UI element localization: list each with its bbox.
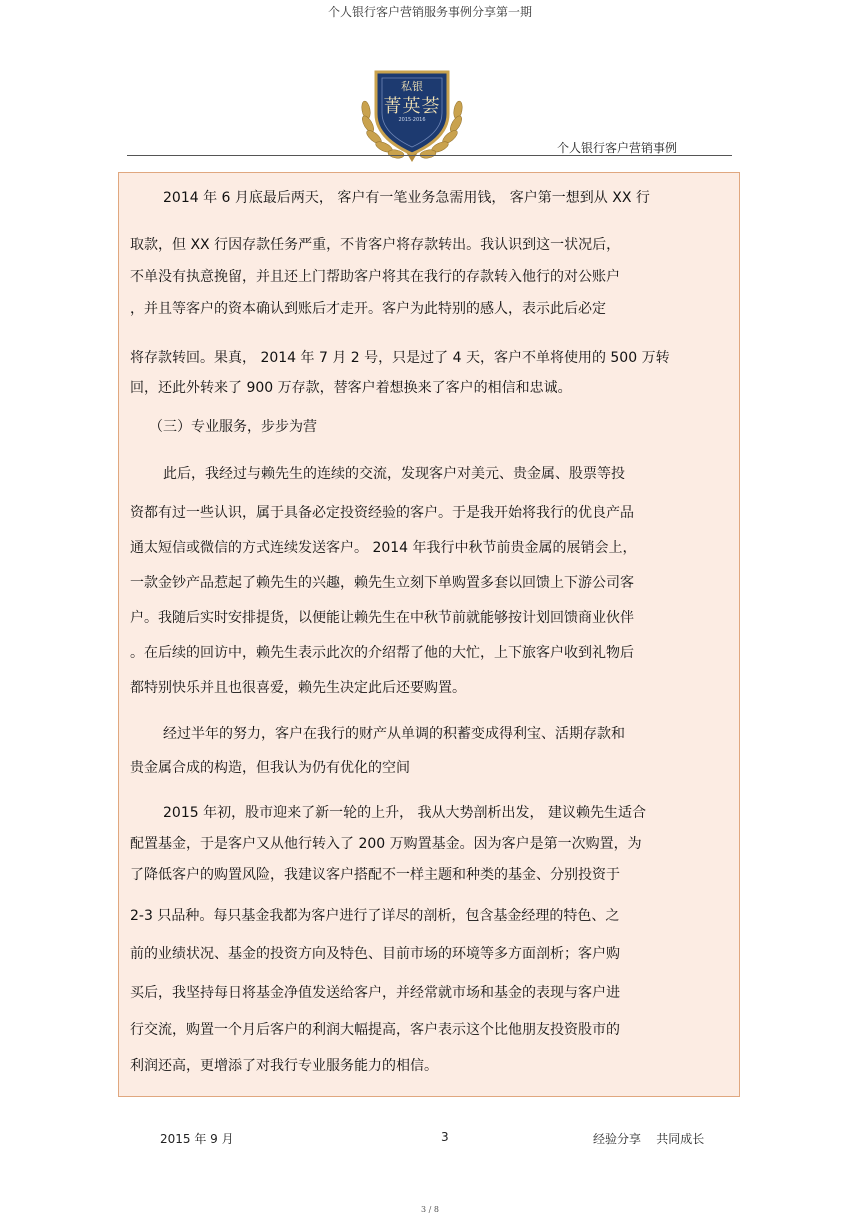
paragraph-line: 一款金钞产品惹起了赖先生的兴趣，赖先生立刻下单购置多套以回馈上下游公司客 [130, 575, 634, 591]
paragraph-line: 配置基金，于是客户又从他行转入了 200 万购置基金。因为客户是第一次购置，为 [130, 836, 642, 852]
footer-date: 2015 年 9 月 [160, 1132, 234, 1146]
logo-text-main: 菁英荟 [383, 96, 441, 117]
paragraph-line: 买后，我坚持每日将基金净值发送给客户，并经常就市场和基金的表现与客户进 [130, 985, 620, 1001]
paragraph-line: 不单没有执意挽留，并且还上门帮助客户将其在我行的存款转入他行的对公账户 [130, 269, 620, 285]
paragraph-line: 了降低客户的购置风险，我建议客户搭配不一样主题和种类的基金、分别投资于 [130, 867, 620, 883]
footer-page: 3 [441, 1130, 449, 1144]
paragraph-line: 行交流，购置一个月后客户的利润大幅提高，客户表示这个比他朋友投资股市的 [130, 1022, 620, 1038]
paragraph-line: 此后，我经过与赖先生的连续的交流，发现客户对美元、贵金属、股票等投 [163, 466, 625, 482]
paragraph-line: 回，还此外转来了 900 万存款，替客户着想换来了客户的相信和忠诚。 [130, 380, 572, 396]
paragraph-line: 2015 年初，股市迎来了新一轮的上升， 我从大势剖析出发， 建议赖先生适合 [163, 805, 646, 821]
document-top-title: 个人银行客户营销服务事例分享第一期 [327, 5, 532, 19]
paragraph-line: ，并且等客户的资本确认到账后才走开。客户为此特别的感人，表示此后必定 [130, 301, 606, 317]
paragraph-line: 利润还高，更增添了对我行专业服务能力的相信。 [130, 1058, 438, 1074]
page-number: 3 / 8 [421, 1205, 439, 1214]
paragraph-line: 户。我随后实时安排提货，以便能让赖先生在中秋节前就能够按计划回馈商业伙伴 [130, 610, 634, 626]
paragraph-line: 取款，但 XX 行因存款任务严重，不肯客户将存款转出。我认识到这一状况后， [130, 237, 621, 253]
footer-slogan: 经验分享 共同成长 [593, 1132, 705, 1146]
logo-text-top: 私银 [401, 80, 423, 93]
paragraph-line: 资都有过一些认识，属于具备必定投资经验的客户。于是我开始将我行的优良产品 [130, 505, 634, 521]
paragraph-line: 将存款转回。果真， 2014 年 7 月 2 号，只是过了 4 天，客户不单将使用的 500 万转 [130, 350, 670, 366]
paragraph-line: 通太短信或微信的方式连续发送客户。 2014 年我行中秋节前贵金属的展销会上， [130, 540, 637, 556]
paragraph-line: 2-3 只品种。每只基金我都为客户进行了详尽的剖析，包含基金经理的特色、之 [130, 908, 620, 924]
header-divider [127, 155, 732, 156]
paragraph-line: 。在后续的回访中，赖先生表示此次的介绍帮了他的大忙，上下旅客户收到礼物后 [130, 645, 634, 661]
section-heading: （三）专业服务，步步为营 [149, 419, 317, 435]
paragraph-line: 前的业绩状况、基金的投资方向及特色、目前市场的环境等多方面剖析；客户购 [130, 946, 620, 962]
logo-text-years: 2015·2016 [398, 117, 426, 123]
header-section-title: 个人银行客户营销事例 [557, 141, 678, 155]
paragraph-line: 贵金属合成的构造，但我认为仍有优化的空间 [130, 760, 410, 776]
paragraph-line: 经过半年的努力，客户在我行的财产从单调的积蓄变成得利宝、活期存款和 [163, 726, 625, 742]
paragraph-line: 都特别快乐并且也很喜爱，赖先生决定此后还要购置。 [130, 680, 466, 696]
logo-badge [360, 66, 464, 164]
paragraph-line: 2014 年 6 月底最后两天， 客户有一笔业务急需用钱， 客户第一想到从 XX 行 [163, 190, 650, 206]
